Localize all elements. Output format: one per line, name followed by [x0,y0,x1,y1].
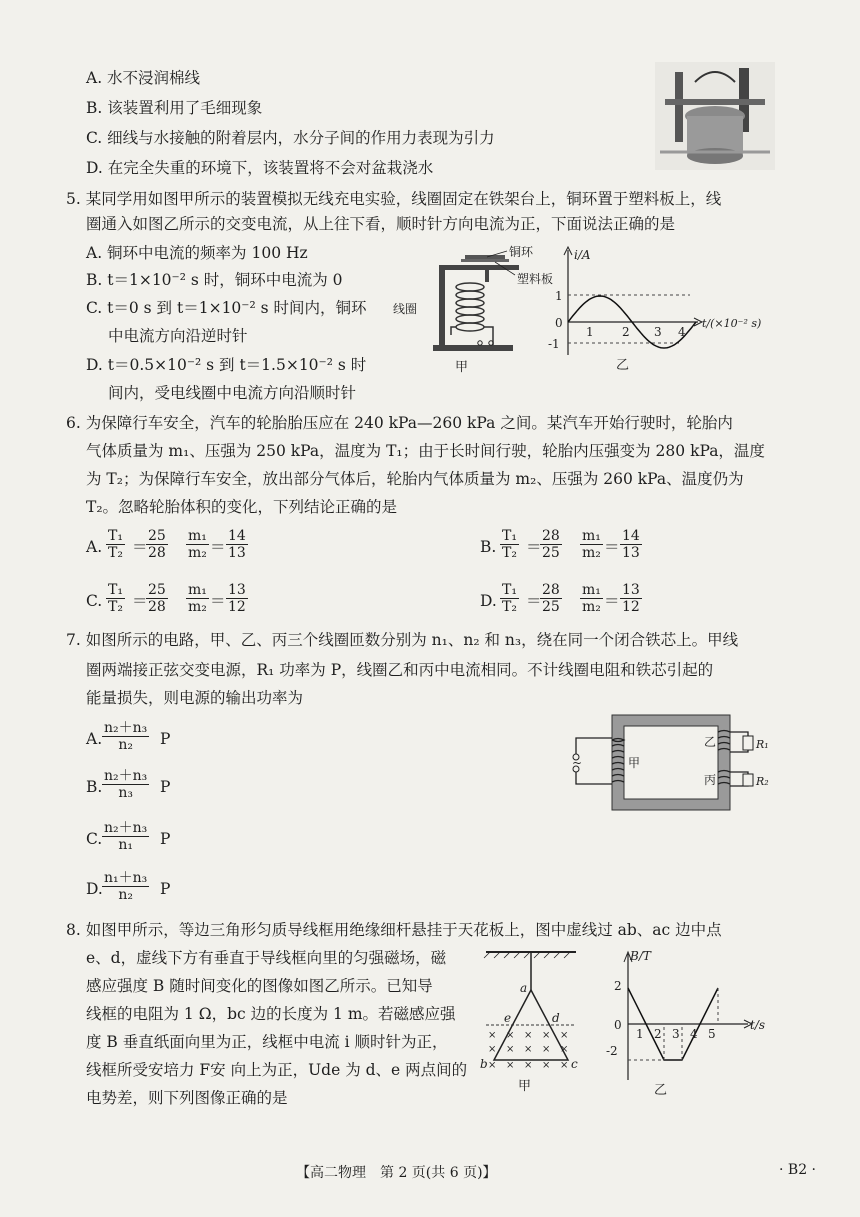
q7-option-a-fraction-denominator: n₂ [118,737,133,753]
vertex-b: b [480,1057,488,1071]
svg-text:×: × [524,1030,533,1041]
q5-figure-yi [550,245,770,375]
svg-text:×: × [542,1044,551,1055]
q8-stem-line5: 度 B 垂直纸面向里为正，线框中电流 i 顺时针为正， [86,1033,448,1051]
q6-option-d-m-value-denominator: 12 [622,599,640,615]
q6-option-c-t-ratio-numerator: T₁ [108,582,123,598]
q6-option-a-m-value-numerator: 14 [228,528,246,544]
q8-yi-xlabel: t/s [750,1018,766,1032]
svg-text:×: × [506,1044,515,1055]
q6-option-d-t-ratio-denominator: T₂ [502,599,517,615]
q6-option-c-eq2: ＝ [210,592,226,610]
q6-option-d-eq1: ＝ [526,592,542,610]
q7-option-a-suffix: P [160,730,171,748]
yi-ylabel: i/A [574,248,591,262]
resistor-r2-label: R₂ [756,775,769,788]
q7-option-b-fraction-denominator: n₃ [118,785,133,801]
q8-stem-line4: 线框的电阻为 1 Ω，bc 边的长度为 1 m。若磁感应强 [86,1005,456,1023]
svg-text:×: × [542,1060,551,1071]
ytick-0: 0 [555,316,563,330]
resistor-r1-label: R₁ [756,738,769,751]
q6-option-a-t-value-numerator: 25 [148,528,166,544]
xtick-4: 4 [678,325,686,339]
q6-option-d-eq2: ＝ [604,592,620,610]
q6-option-d-m-ratio-denominator: m₂ [582,599,601,615]
q6-option-c-letter: C. [86,592,103,610]
svg-text:×: × [506,1060,515,1071]
q6-option-c-eq1: ＝ [132,592,148,610]
q6-option-a-m-value-denominator: 13 [228,545,246,561]
xtick-3: 3 [654,325,662,339]
q6-option-d-t-ratio [500,582,519,615]
q7-option-c-fraction-numerator: n₂＋n₃ [104,820,148,836]
q8-figure-yi [600,948,775,1098]
q6-option-c-m-ratio [186,582,209,615]
q6-option-d-t-value [540,582,562,615]
q6-option-b-t-ratio-denominator: T₂ [502,545,517,561]
q7-stem-line1: 7. 如图所示的电路，甲、乙、丙三个线圈匝数分别为 n₁、n₂ 和 n₃，绕在同一个闭合铁芯上。甲线 [66,631,739,649]
q8-figure-jia [476,948,586,1096]
q6-option-a-letter: A. [86,538,103,556]
q7-option-b-suffix: P [160,778,171,796]
q8-stem-line3: 感应强度 B 随时间变化的图像如图乙所示。已知导 [86,977,433,995]
q6-option-a-m-ratio [186,528,209,561]
q6-option-a-t-value-denominator: 28 [148,545,166,561]
q8-xtick-4: 4 [690,1027,698,1041]
label-coil: 线圈 [393,302,418,316]
q6-option-a-eq1: ＝ [132,538,148,556]
svg-text:×: × [560,1060,569,1071]
q6-option-d-m-value [620,582,642,615]
q7-option-b-fraction-numerator: n₂＋n₃ [104,768,148,784]
q6-option-c-m-value-denominator: 12 [228,599,246,615]
q7-option-c-letter: C. [86,830,103,848]
q6-stem-line4: T₂。忽略轮胎体积的变化，下列结论正确的是 [86,498,398,516]
q5-option-d-cont: 间内，受电线圈中电流方向沿顺时针 [108,384,357,402]
q6-stem-line1: 6. 为保障行车安全，汽车的轮胎胎压应在 240 kPa—260 kPa 之间。某汽车开始行驶时，轮胎内 [66,414,733,432]
q6-option-d-t-ratio-numerator: T₁ [502,582,517,598]
q5-stem-line2: 圈通入如图乙所示的交变电流，从上往下看，顺时针方向电流为正，下面说法正确的是 [86,215,676,233]
figure-caption-yi-q8: 乙 [654,1083,668,1098]
q7-option-b-letter: B. [86,778,103,796]
svg-text:×: × [560,1044,569,1055]
q4-option-c: C. 细线与水接触的附着层内，水分子间的作用力表现为引力 [86,129,495,147]
q8-ytick-2: 2 [614,979,622,993]
q6-option-c-t-value [146,582,168,615]
q6-option-b-m-value-numerator: 14 [622,528,640,544]
coil-jia-label: 甲 [628,756,641,770]
coil-bing-label: 丙 [704,773,717,787]
q6-option-c-m-value [226,582,248,615]
q4-option-d: D. 在完全失重的环境下，该装置将不会对盆栽浇水 [86,159,434,177]
midpoint-d: d [552,1011,560,1025]
figure-caption-jia-q8: 甲 [518,1079,532,1094]
q7-option-d-fraction-denominator: n₂ [118,887,133,903]
q6-option-a-m-value [226,528,248,561]
q7-option-c-fraction [102,820,149,853]
q8-xtick-1: 1 [636,1027,644,1041]
q6-option-c-t-value-numerator: 25 [148,582,166,598]
q6-option-a-eq2: ＝ [210,538,226,556]
q8-xtick-5: 5 [708,1027,716,1041]
q6-option-b-m-ratio-denominator: m₂ [582,545,601,561]
q6-option-b-t-ratio-numerator: T₁ [502,528,517,544]
q6-option-c-m-ratio-denominator: m₂ [188,599,207,615]
svg-text:×: × [524,1060,533,1071]
q5-option-a: A. 铜环中电流的频率为 100 Hz [86,244,308,262]
q8-xtick-3: 3 [672,1027,680,1041]
q7-option-a-letter: A. [86,730,103,748]
q6-stem-line3: 为 T₂；为保障行车安全，放出部分气体后，轮胎内气体质量为 m₂、压强为 260 kPa、温度仍为 [86,470,744,488]
q8-stem-line1: 8. 如图甲所示，等边三角形匀质导线框用绝缘细杆悬挂于天花板上，图中虚线过 ab、ac 边中点 [66,921,722,939]
q6-option-b-t-value-denominator: 25 [542,545,560,561]
xtick-1: 1 [586,325,594,339]
q6-option-d-t-value-denominator: 25 [542,599,560,615]
q5-option-b: B. t＝1×10⁻² s 时，铜环中电流为 0 [86,271,343,289]
q6-option-c-t-ratio [106,582,125,615]
q8-ytick-0: 0 [614,1018,622,1032]
q6-option-c-t-ratio-denominator: T₂ [108,599,123,615]
svg-text:×: × [542,1030,551,1041]
q7-option-c-fraction-denominator: n₁ [118,837,133,853]
q8-yi-ylabel: B/T [630,949,651,963]
q8-xtick-2: 2 [654,1027,662,1041]
q6-option-b-t-value-numerator: 28 [542,528,560,544]
q7-option-c-suffix: P [160,830,171,848]
svg-text:×: × [488,1030,497,1041]
q6-option-b-eq1: ＝ [526,538,542,556]
q6-option-b-m-value-denominator: 13 [622,545,640,561]
figure-caption-yi: 乙 [616,358,630,373]
q6-option-a-m-ratio-numerator: m₁ [188,528,207,544]
q8-stem-line6: 线框所受安培力 F安 向上为正，Ude 为 d、e 两点间的 [86,1061,468,1079]
q6-option-d-t-value-numerator: 28 [542,582,560,598]
q6-option-c-m-value-numerator: 13 [228,582,246,598]
q7-option-d-suffix: P [160,880,171,898]
q6-option-b-t-value [540,528,562,561]
svg-text:×: × [506,1030,515,1041]
xtick-2: 2 [622,325,630,339]
q4-option-b: B. 该装置利用了毛细现象 [86,99,263,117]
q4-device-photo [655,62,775,170]
q7-option-d-letter: D. [86,880,103,898]
q6-option-b-letter: B. [480,538,497,556]
q6-option-a-t-ratio-denominator: T₂ [108,545,123,561]
q7-stem-line2: 圈两端接正弦交变电源，R₁ 功率为 P，线圈乙和丙中电流相同。不计线圈电阻和铁芯引起的 [86,661,714,679]
q6-stem-line2: 气体质量为 m₁、压强为 250 kPa，温度为 T₁；由于长时间行驶，轮胎内压强变为 280 kPa，温度 [86,442,765,460]
label-plate: 塑料板 [517,272,554,286]
q6-option-a-m-ratio-denominator: m₂ [188,545,207,561]
q5-figure-jia [393,245,554,375]
vertex-a: a [520,981,528,995]
svg-text:×: × [524,1044,533,1055]
q6-option-b-t-ratio [500,528,519,561]
q8-ytick-neg2: -2 [606,1044,618,1058]
q7-option-d-fraction-numerator: n₁＋n₃ [104,870,148,886]
ac-source-symbol: ~ [572,756,583,770]
q6-option-d-letter: D. [480,592,497,610]
q6-option-d-m-ratio-numerator: m₁ [582,582,601,598]
page-footer: 【高二物理 第 2 页(共 6 页)】 [296,1165,497,1181]
svg-text:×: × [488,1060,497,1071]
vertex-c: c [571,1057,578,1071]
q5-stem-line1: 5. 某同学用如图甲所示的装置模拟无线充电实验，线圈固定在铁架台上，铜环置于塑料板上，线 [66,190,722,208]
q6-option-c-m-ratio-numerator: m₁ [188,582,207,598]
q6-option-c-t-value-denominator: 28 [148,599,166,615]
svg-text:×: × [488,1044,497,1055]
midpoint-e: e [504,1011,512,1025]
q5-option-c-cont: 中电流方向沿逆时针 [108,327,248,345]
q7-transformer-figure [568,710,778,820]
q6-option-a-t-value [146,528,168,561]
q7-option-a-fraction [102,720,149,753]
q4-option-a: A. 水不浸润棉线 [86,69,201,87]
svg-text:×: × [560,1030,569,1041]
q7-option-b-fraction [102,768,149,801]
q5-option-d: D. t＝0.5×10⁻² s 到 t＝1.5×10⁻² s 时 [86,356,367,374]
q8-stem-line2: e、d，虚线下方有垂直于导线框向里的匀强磁场，磁 [86,949,447,967]
q8-stem-line7: 电势差，则下列图像正确的是 [86,1089,288,1107]
q7-stem-line3: 能量损失，则电源的输出功率为 [86,689,304,707]
q6-option-b-m-value [620,528,642,561]
yi-xlabel: t/(×10⁻² s) [702,317,762,330]
q7-option-d-fraction [102,870,149,903]
q7-option-a-fraction-numerator: n₂＋n₃ [104,720,148,736]
q6-option-b-m-ratio-numerator: m₁ [582,528,601,544]
q6-option-d-m-ratio [580,582,603,615]
q5-option-c: C. t＝0 s 到 t＝1×10⁻² s 时间内，铜环 [86,299,367,317]
q6-option-b-m-ratio [580,528,603,561]
ytick-neg1: -1 [548,337,560,351]
figure-caption-jia: 甲 [455,360,469,375]
coil-yi-label: 乙 [704,735,717,749]
page-code: · B2 · [779,1162,816,1178]
q6-option-b-eq2: ＝ [604,538,620,556]
ytick-1: 1 [555,289,563,303]
label-ring: 铜环 [509,245,534,259]
q6-option-a-t-ratio [106,528,125,561]
q6-option-d-m-value-numerator: 13 [622,582,640,598]
q6-option-a-t-ratio-numerator: T₁ [108,528,123,544]
